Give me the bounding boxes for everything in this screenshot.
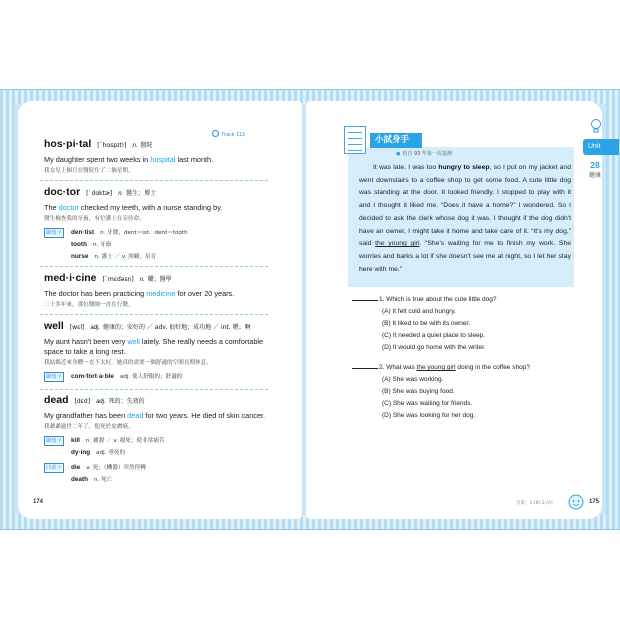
headword: hos·pi·tal [44,138,92,150]
try-it-title: 小試身手 [370,133,422,148]
part-of-speech: n. [118,191,124,197]
left-page-number: 174 [33,499,44,505]
frame-stripes-right [606,90,620,529]
part-of-speech: adj. [96,399,106,405]
phonetic: [wɛl] [69,324,85,331]
option[interactable]: (C) She was waiting for friends. [382,400,473,407]
reading-passage: It was late. I was too hungry to sleep, so I put on my jacket and went downstairs to a coffee shop to get some food. A cute little dog was standing at the door. It looked friendly. I stopped to play with it and I thought it liked me. “Does it have a home?” I wondered. So I decided to ask the clerk whose dog it was. I thought if the dog didn't have an owner, I might take it home and take care of it. “It's my dog,” said the young girl. “She's waiting for me to finish my work. She worries and barks a lot if she doesn't see me at night, so I let her stay here with me.” [359,164,572,273]
try-it-subtitle: ● 仿自 93 年第一次基測 [396,150,452,157]
track-label[interactable]: Track 113 [212,130,245,138]
cognate-row: death n. 死亡 [71,476,113,483]
answer-blank[interactable] [352,300,378,301]
option[interactable]: (D) It would go home with the writer. [382,344,486,351]
related-row: kill n. 捕殺 ／ v. 殺死；使非常痛苦 [71,437,165,444]
entry-divider [40,180,268,181]
cognate-row: die v. 死；（機器）突然停轉 [71,464,146,471]
related-words [44,435,268,459]
example-sentence: The doctor has been practicing medicine for over 20 years. [44,289,235,298]
unit-number: 28 [590,160,600,170]
part-of-speech: n. [132,143,138,149]
notepad-icon [344,126,366,154]
option[interactable]: (C) It needed a quiet place to sleep. [382,332,485,339]
option[interactable]: (B) She was buying food. [382,388,455,395]
related-row: tooth n. 牙齒 [71,241,112,248]
cognate-tag: 同源字 [46,465,62,471]
phonetic: [ˋmɛdəsn] [102,276,134,283]
related-tag: 聯想字 [46,230,62,236]
unit-name: 健康 [589,172,602,179]
translation: 醫生檢查我的牙齒，有位護士在旁待命。 [44,216,145,222]
frame-stripes-left [0,90,14,529]
translation: 二十多年來，那位醫師一直在行醫。 [44,302,134,308]
example-sentence: The doctor checked my teeth, with a nurse standing by. [44,203,223,212]
option[interactable]: (A) She was working. [382,376,444,383]
entry-divider [40,314,268,315]
part-of-speech: adj. [90,325,101,331]
definition: 醫院 [140,142,153,149]
vocab-entry-medicine [44,272,268,308]
example-sentence: My grandfather has been dead for two years. He died of skin cancer. [44,411,266,420]
related-tag: 聯想字 [46,374,62,380]
answer-key: 答案：1.(B) 2.(A) [516,501,553,506]
definition: 醫生；博士 [126,190,157,197]
part-of-speech: n. [139,277,145,283]
related-words [44,371,268,383]
right-page-number: 175 [589,499,600,505]
translation: 我姑媽近來身體一直不太好。她真的需要一個舒適的空間長期休息。 [44,360,212,366]
example-sentence: My daughter spent two weeks in hospital last month. [44,155,214,164]
example-sentence: My aunt hasn't been very well lately. She really needs a comfortable space to take a long rest. [44,337,264,356]
related-tag: 聯想字 [46,438,62,444]
related-row: dy·ing adj. 垂死的 [71,449,126,456]
phonetic: [dɛd] [74,398,91,405]
headword: dead [44,394,69,406]
headword: doc·tor [44,186,81,198]
vocab-entry-well [44,320,268,383]
headword: med·i·cine [44,272,97,284]
related-row: com·fort·a·ble adj. 使人舒服的；舒適的 [71,373,183,380]
option[interactable]: (B) It liked to be with its owner. [382,320,471,327]
related-row: nurse n. 護士 ／ v. 照顧；培育 [71,253,157,260]
vocab-entry-dead [44,394,268,486]
definition: 死的；失效的 [108,398,145,405]
translation: 我女兒上個月在醫院住了二個星期。 [44,168,134,174]
option[interactable]: (D) She was looking for her dog. [382,412,476,419]
phonetic: [ˋdɑktɚ] [86,190,113,197]
lightbulb-icon [590,118,602,134]
mascot-icon [566,493,586,511]
entry-divider [40,266,268,267]
related-words [44,227,268,263]
entry-divider [40,389,268,390]
vocab-entry-doctor [44,186,268,263]
cognate-words [44,462,268,486]
phonetic: [ˋhɑspɪt!] [97,142,127,149]
question-2: 2. What was the young girl doing in the coffee shop? (A) She was working. (B) She was buying food. (C) She was waiting for friends. (D) She was looking for her dog. [352,364,582,419]
headphone-icon [212,130,219,137]
vocab-entry-hospital [44,138,268,174]
headword: well [44,320,64,332]
definition: 藥；醫學 [147,276,172,283]
definition: 健康的；安好的 ／ adv. 很好地；成功地 ／ int. 嗯；啊 [102,324,251,331]
option[interactable]: (A) It felt cold and hungry. [382,308,456,315]
unit-tab[interactable]: Unit [583,139,619,155]
translation: 我爺爺過世二年了，他死於皮膚癌。 [44,424,134,430]
related-row: den·tist n. 牙醫，dent＝ist．dent＝tooth [71,229,188,236]
question-1: 1. Which is true about the cute little dog? (A) It felt cold and hungry. (B) It liked to be with its owner. (C) It needed a quiet place to sleep. (D) It would go home with the writer. [352,296,582,351]
answer-blank[interactable] [352,368,378,369]
